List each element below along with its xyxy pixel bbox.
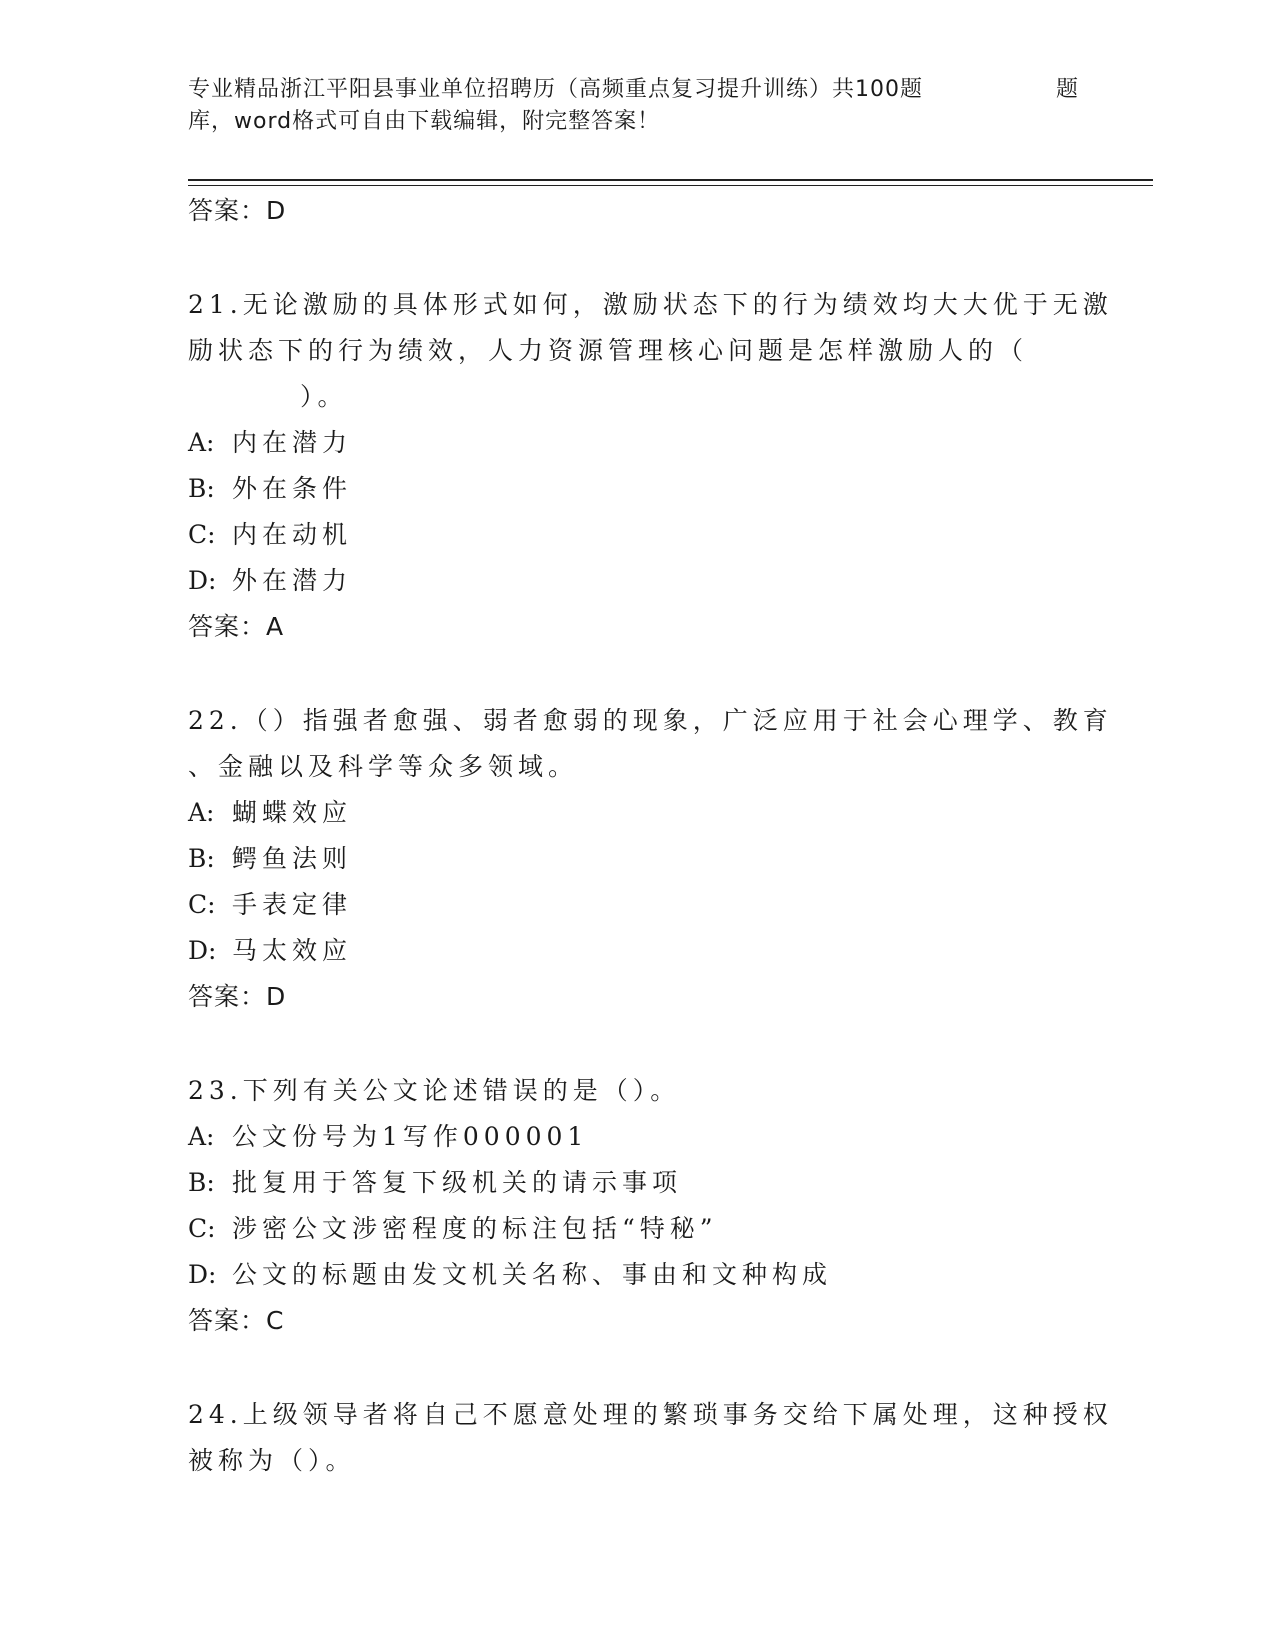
- question-21: [188, 282, 1113, 650]
- header-divider-thick: [188, 179, 1153, 181]
- question-stem-line: 23.下列有关公文论述错误的是（）。: [188, 1076, 681, 1105]
- option-key: C:: [188, 520, 216, 549]
- question-stem-line: 24.上级领导者将自己不愿意处理的繁琐事务交给下属处理，这种授权: [188, 1400, 1113, 1429]
- option-text: 手表定律: [232, 890, 353, 919]
- option-text: 马太效应: [232, 936, 353, 965]
- option-key: B:: [188, 844, 215, 873]
- question-23: [188, 1068, 1088, 1344]
- question-answer: 答案：C: [188, 1306, 285, 1335]
- header-line-1: [188, 74, 1088, 106]
- question-24: [188, 1392, 1113, 1484]
- option-b: [188, 836, 1088, 882]
- question-stem-line: 21.无论激励的具体形式如何，激励状态下的行为绩效均大大优于无激: [188, 290, 1113, 319]
- option-b: [188, 1160, 1088, 1206]
- option-key: A:: [188, 798, 215, 827]
- option-c: [188, 512, 1088, 558]
- option-c: [188, 1206, 1088, 1252]
- option-key: D:: [188, 936, 217, 965]
- question-stem-line: 被称为（）。: [188, 1446, 356, 1475]
- option-key: C:: [188, 890, 216, 919]
- option-a: [188, 420, 1088, 466]
- option-a: [188, 1114, 1088, 1160]
- document-body: [188, 188, 1113, 1484]
- previous-answer: 答案：D: [188, 196, 287, 225]
- option-b: [188, 466, 1088, 512]
- header-title-wrap-char: 题: [1056, 77, 1080, 102]
- option-text: 涉密公文涉密程度的标注包括“特秘”: [232, 1214, 718, 1243]
- option-key: A:: [188, 428, 215, 457]
- option-d: [188, 928, 1088, 974]
- option-text: 批复用于答复下级机关的请示事项: [232, 1168, 683, 1197]
- question-answer: 答案：D: [188, 982, 287, 1011]
- option-c: [188, 882, 1088, 928]
- document-header: [188, 74, 1088, 138]
- header-title-text: 专业精品浙江平阳县事业单位招聘历（高频重点复习提升训练）共100题: [188, 77, 923, 102]
- option-key: B:: [188, 474, 215, 503]
- option-key: A:: [188, 1122, 215, 1151]
- question-stem-line: 、金融以及科学等众多领域。: [188, 752, 579, 781]
- option-key: D:: [188, 566, 217, 595]
- option-text: 外在潜力: [232, 566, 353, 595]
- question-stem-line: ）。: [300, 382, 348, 411]
- option-d: [188, 558, 1088, 604]
- question-stem-line: 励状态下的行为绩效，人力资源管理核心问题是怎样激励人的（: [188, 336, 1029, 365]
- header-divider-thin: [188, 185, 1153, 186]
- option-text: 鳄鱼法则: [232, 844, 353, 873]
- question-answer: 答案：A: [188, 612, 285, 641]
- option-key: C:: [188, 1214, 216, 1243]
- header-line-2: 库，word格式可自由下载编辑，附完整答案！: [188, 109, 661, 134]
- option-key: D:: [188, 1260, 217, 1289]
- option-text: 公文的标题由发文机关名称、事由和文种构成: [232, 1260, 833, 1289]
- option-text: 外在条件: [232, 474, 353, 503]
- option-text: 公文份号为1写作000001: [232, 1122, 589, 1151]
- option-key: B:: [188, 1168, 215, 1197]
- option-d: [188, 1252, 1088, 1298]
- option-a: [188, 790, 1088, 836]
- option-text: 蝴蝶效应: [232, 798, 353, 827]
- option-text: 内在动机: [232, 520, 353, 549]
- question-stem-line: 22.（）指强者愈强、弱者愈弱的现象，广泛应用于社会心理学、教育: [188, 706, 1113, 735]
- question-22: [188, 698, 1113, 1020]
- option-text: 内在潜力: [232, 428, 353, 457]
